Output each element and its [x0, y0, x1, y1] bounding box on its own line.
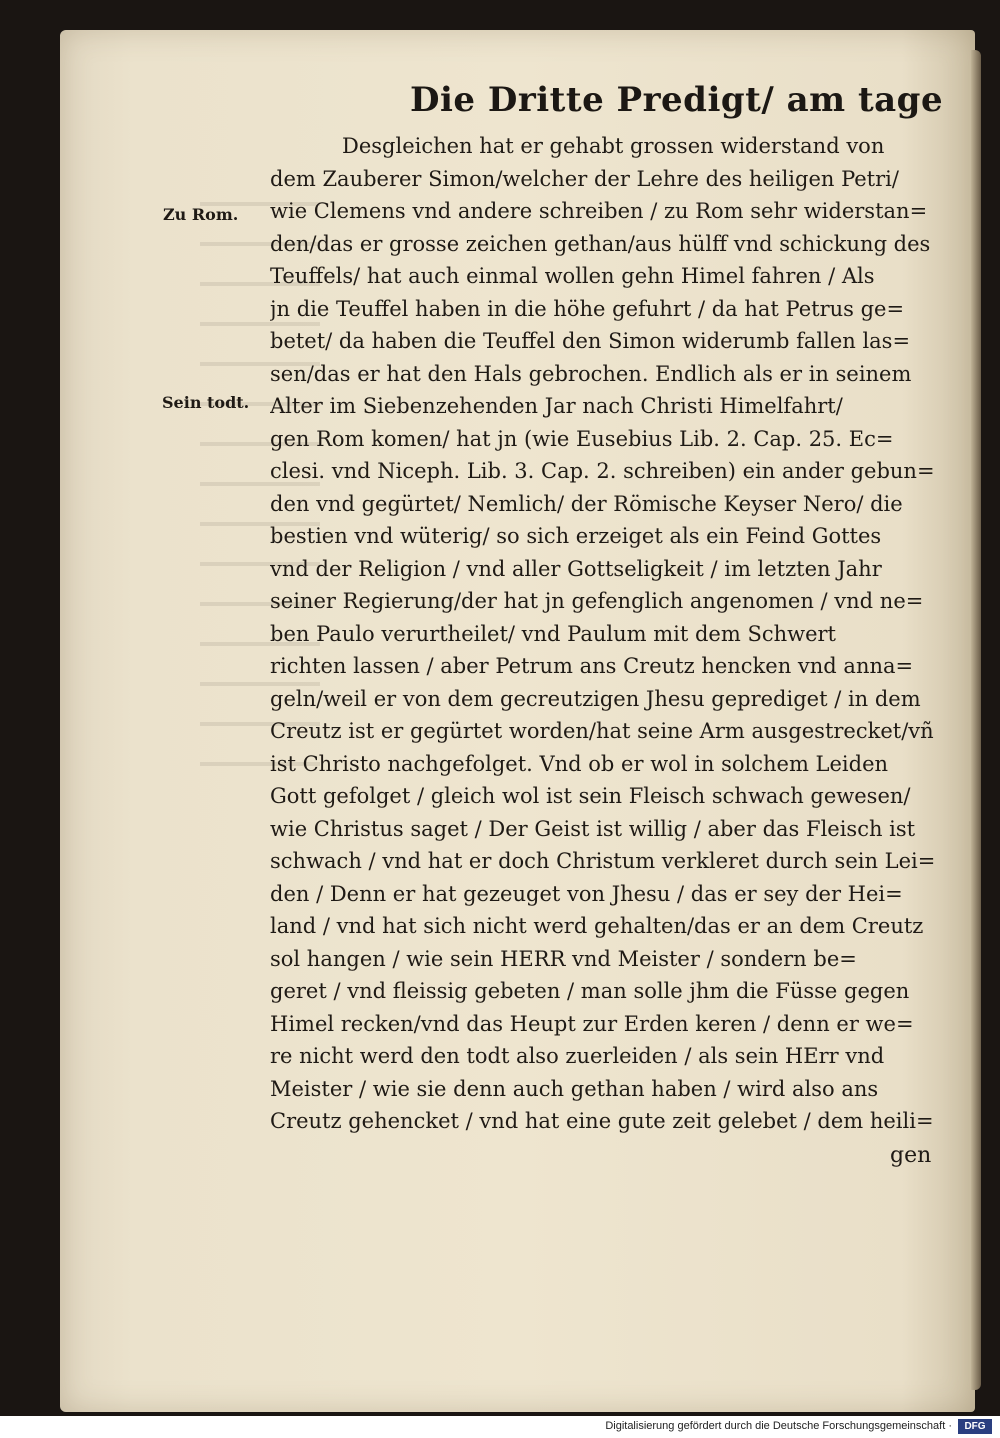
body-text: [270, 130, 960, 1138]
text-line: vnd der Religion / vnd aller Gottseligkeit / im letzten Jahr: [270, 556, 882, 581]
text-line: Creutz gehencket / vnd hat eine gute zeit gelebet / dem heili=: [270, 1109, 934, 1133]
text-line: Creutz ist er gegürtet worden/hat seine Arm ausgestrecket/vñ: [270, 719, 934, 743]
text-line: jn die Teuffel haben in die höhe gefuhrt / da hat Petrus ge=: [270, 296, 905, 321]
catchword: gen: [890, 1143, 932, 1168]
text-line: gen Rom komen/ hat jn (wie Eusebius Lib. 2. Cap. 25. Ec=: [270, 426, 894, 451]
text-line: wie Clemens vnd andere schreiben / zu Rom sehr widerstan=: [270, 199, 928, 223]
text-line: sen/das er hat den Hals gebrochen. Endlich als er in seinem: [270, 361, 912, 386]
text-line: clesi. vnd Niceph. Lib. 3. Cap. 2. schreiben) ein ander gebun=: [270, 459, 935, 483]
text-line: geret / vnd fleissig gebeten / man solle jhm die Füsse gegen: [270, 979, 910, 1003]
text-line: land / vnd hat sich nicht werd gehalten/das er an dem Creutz: [270, 914, 924, 938]
text-line: geln/weil er von dem gecreutzigen Jhesu geprediget / in dem: [270, 686, 921, 711]
text-line: betet/ da haben die Teuffel den Simon widerumb fallen las=: [270, 329, 911, 353]
dfg-logo: DFG: [958, 1419, 992, 1434]
text-line: richten lassen / aber Petrum ans Creutz hencken vnd anna=: [270, 654, 914, 678]
text-line: sol hangen / wie sein HERR vnd Meister / sondern be=: [270, 946, 857, 971]
text-line: den/das er grosse zeichen gethan/aus hülff vnd schickung des: [270, 231, 931, 256]
text-line: bestien vnd wüterig/ so sich erzeiget als ein Feind Gottes: [270, 524, 882, 548]
marginal-note: Sein todt.: [162, 393, 250, 412]
text-line: re nicht werd den todt also zuerleiden / als sein HErr vnd: [270, 1044, 885, 1068]
text-line: den vnd gegürtet/ Nemlich/ der Römische Keyser Nero/ die: [270, 491, 903, 516]
text-line: den / Denn er hat gezeuget von Jhesu / das er sey der Hei=: [270, 881, 903, 906]
text-line: Desgleichen hat er gehabt grossen widerstand von: [342, 134, 885, 158]
text-line: Gott gefolget / gleich wol ist sein Fleisch schwach gewesen/: [270, 784, 911, 808]
funding-notice: Digitalisierung gefördert durch die Deutsche Forschungsgemeinschaft ·: [605, 1420, 952, 1432]
text-line: wie Christus saget / Der Geist ist willig / aber das Fleisch ist: [270, 816, 916, 841]
text-line: Alter im Siebenzehenden Jar nach Christi Himelfahrt/: [270, 394, 843, 418]
text-line: ben Paulo verurtheilet/ vnd Paulum mit dem Schwert: [270, 621, 836, 646]
text-line: Teuffels/ hat auch einmal wollen gehn Himel fahren / Als: [270, 264, 875, 288]
text-line: schwach / vnd hat er doch Christum verkleret durch sein Lei=: [270, 849, 936, 873]
running-header: Die Dritte Predigt/ am tage: [410, 80, 944, 120]
text-line: dem Zauberer Simon/welcher der Lehre des heiligen Petri/: [270, 166, 899, 191]
text-line: Himel recken/vnd das Heupt zur Erden keren / denn er we=: [270, 1011, 914, 1036]
footer-bar: [0, 1416, 1000, 1438]
marginal-note: Zu Rom.: [163, 205, 239, 224]
text-line: Meister / wie sie denn auch gethan haben / wird also ans: [270, 1076, 879, 1101]
text-line: seiner Regierung/der hat jn gefenglich angenomen / vnd ne=: [270, 589, 924, 613]
text-line: ist Christo nachgefolget. Vnd ob er wol in solchem Leiden: [270, 751, 889, 776]
